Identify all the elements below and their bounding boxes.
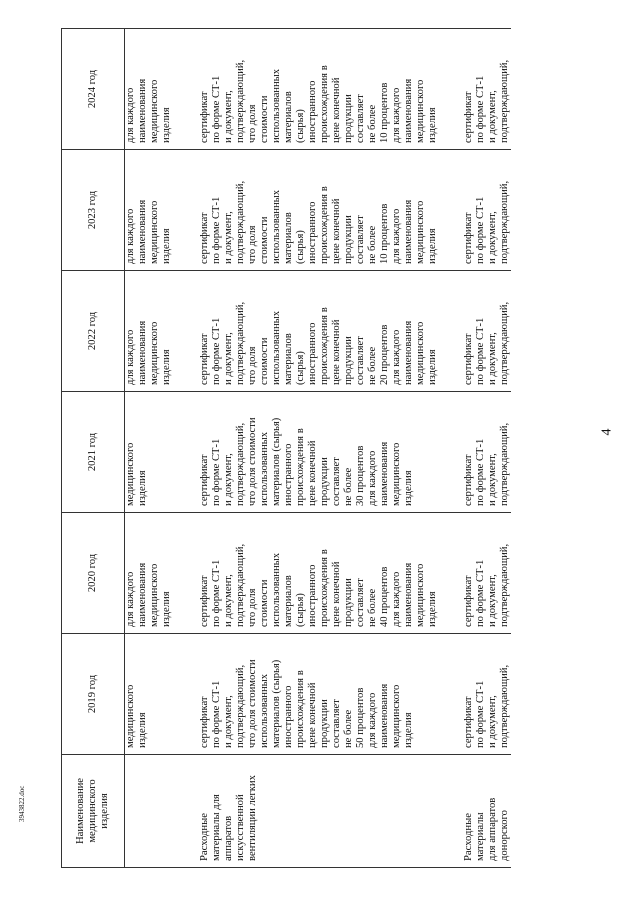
- table-cell: сертификат по форме СТ-1 и документ, подтверждающий, что доля стоимости использованных материалов (сырья) иностранного происхождения в цене конечной продукции составляет не более 40 процентов для каждого наименования медицинского изделия: [173, 513, 439, 634]
- table-cell: сертификат по форме СТ-1 и документ, подтверждающий,: [439, 29, 511, 150]
- table-cell: для каждого наименования медицинского изделия: [125, 513, 174, 634]
- table-cell: сертификат по форме СТ-1 и документ, подтверждающий,: [439, 271, 511, 392]
- document-id: 3943822.doc: [18, 785, 26, 822]
- table-cell: сертификат по форме СТ-1 и документ, подтверждающий,: [439, 392, 511, 513]
- table-row: [173, 29, 439, 868]
- table-cell: сертификат по форме СТ-1 и документ, подтверждающий,: [439, 150, 511, 271]
- table-row: [439, 29, 511, 868]
- table-cell: сертификат по форме СТ-1 и документ, подтверждающий,: [439, 634, 511, 755]
- row-name: Расходные материалы для аппаратов донорского: [439, 755, 511, 868]
- table-cell: медицинского изделия: [125, 392, 174, 513]
- table-cell: для каждого наименования медицинского изделия: [125, 150, 174, 271]
- row-name: Расходные материалы для аппаратов искусственной вентиляции легких: [173, 755, 439, 868]
- table-cell: сертификат по форме СТ-1 и документ, подтверждающий,: [439, 513, 511, 634]
- page-number: 4: [599, 428, 615, 436]
- header-year-2021: 2021 год: [62, 392, 125, 513]
- table-cell: медицинского изделия: [125, 634, 174, 755]
- requirements-table: [61, 28, 511, 868]
- requirements-table-rotated: [61, 28, 566, 868]
- table-cell: для каждого наименования медицинского изделия: [125, 271, 174, 392]
- table-cell: сертификат по форме СТ-1 и документ, подтверждающий, что доля стоимости использованных материалов (сырья) иностранного происхождения в цене конечной продукции составляет не более 30 процентов для каждого наименования медицинского изделия: [173, 392, 439, 513]
- table-cell: сертификат по форме СТ-1 и документ, подтверждающий, что доля стоимости использованных материалов (сырья) иностранного происхождения в цене конечной продукции составляет не более 20 процентов для каждого наименования медицинского изделия: [173, 271, 439, 392]
- row-name: [125, 755, 174, 868]
- header-year-2022: 2022 год: [62, 271, 125, 392]
- table-cell: для каждого наименования медицинского изделия: [125, 29, 174, 150]
- header-year-2023: 2023 год: [62, 150, 125, 271]
- header-year-2024: 2024 год: [62, 29, 125, 150]
- header-product-name: Наименование медицинского изделия: [62, 755, 125, 868]
- table-cell: сертификат по форме СТ-1 и документ, подтверждающий, что доля стоимости использованных материалов (сырья) иностранного происхождения в цене конечной продукции составляет не более 10 процентов для каждого наименования медицинского изделия: [173, 150, 439, 271]
- header-year-2019: 2019 год: [62, 634, 125, 755]
- table-cell: сертификат по форме СТ-1 и документ, подтверждающий, что доля стоимости использованных материалов (сырья) иностранного происхождения в цене конечной продукции составляет не более 50 процентов для каждого наименования медицинского изделия: [173, 634, 439, 755]
- table-cell: сертификат по форме СТ-1 и документ, подтверждающий, что доля стоимости использованных материалов (сырья) иностранного происхождения в цене конечной продукции составляет не более 10 процентов для каждого наименования медицинского изделия: [173, 29, 439, 150]
- header-year-2020: 2020 год: [62, 513, 125, 634]
- table-row: [125, 29, 174, 868]
- table-header-row: [62, 29, 125, 868]
